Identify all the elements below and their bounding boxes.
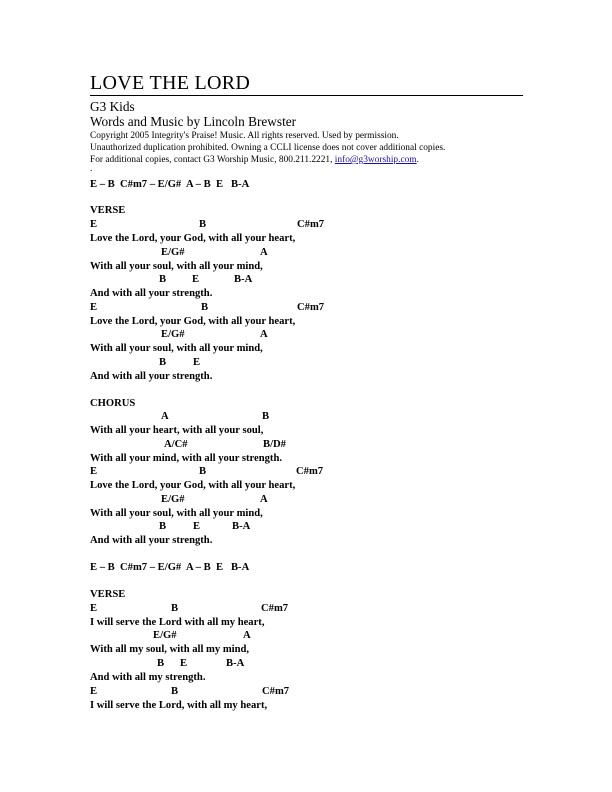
chord: B bbox=[159, 274, 167, 285]
lyric-line: With all your soul, with all your mind, bbox=[90, 508, 263, 519]
chord: E bbox=[90, 302, 98, 313]
chord: E bbox=[90, 466, 98, 477]
chord: B bbox=[262, 411, 270, 422]
stray-dot: . bbox=[90, 164, 93, 174]
chord: C#m7 bbox=[297, 219, 325, 230]
chord: C#m7 bbox=[261, 603, 289, 614]
lyric-line: I will serve the Lord with all my heart, bbox=[90, 617, 265, 628]
verse-1-label: VERSE bbox=[90, 205, 126, 216]
title-rule bbox=[90, 95, 523, 96]
chord: B bbox=[159, 357, 167, 368]
chord: A bbox=[161, 411, 169, 422]
artist-name: G3 Kids bbox=[90, 99, 135, 114]
chord: E bbox=[90, 219, 98, 230]
lyric-line: And with all your strength. bbox=[90, 288, 213, 299]
chord: E/G# bbox=[161, 329, 185, 340]
chord: E bbox=[90, 603, 98, 614]
contact-suffix: . bbox=[416, 155, 419, 165]
chord: B bbox=[157, 658, 165, 669]
chord: E bbox=[193, 521, 201, 532]
chord: A bbox=[243, 630, 251, 641]
song-title: LOVE THE LORD bbox=[90, 72, 251, 94]
verse-2-label: VERSE bbox=[90, 589, 126, 600]
copyright-line-2: Unauthorized duplication prohibited. Owning a CCLI license does not cover additional copies. bbox=[90, 143, 446, 153]
lyric-line: With all my soul, with all my mind, bbox=[90, 644, 250, 655]
lyric-line: With all your heart, with all your soul, bbox=[90, 425, 264, 436]
lyric-line: And with all your strength. bbox=[90, 371, 213, 382]
email-link[interactable]: info@g3worship.com bbox=[334, 155, 417, 165]
copyright-line-1: Copyright 2005 Integrity's Praise! Music. All rights reserved. Used by permission. bbox=[90, 131, 399, 141]
chord: C#m7 bbox=[296, 466, 324, 477]
chord: E bbox=[90, 686, 98, 697]
chord: B/D# bbox=[263, 439, 286, 450]
lyric-line: Love the Lord, your God, with all your heart, bbox=[90, 233, 296, 244]
contact-prefix: For additional copies, contact G3 Worship Music, 800.211.2221, bbox=[90, 155, 335, 165]
lyric-line: And with all my strength. bbox=[90, 672, 206, 683]
chord: B bbox=[199, 219, 207, 230]
chord: A bbox=[260, 494, 268, 505]
interlude-progression: E – B C#m7 – E/G# A – B E B-A bbox=[90, 562, 250, 573]
chord: B-A bbox=[232, 521, 251, 532]
chord: B-A bbox=[234, 274, 253, 285]
lyric-line: And with all your strength. bbox=[90, 535, 213, 546]
chord: C#m7 bbox=[262, 686, 290, 697]
chord: E/G# bbox=[161, 494, 185, 505]
intro-progression: E – B C#m7 – E/G# A – B E B-A bbox=[90, 179, 250, 190]
chord: E/G# bbox=[153, 630, 177, 641]
lyric-line: With all your soul, with all your mind, bbox=[90, 261, 263, 272]
chord: B bbox=[159, 521, 167, 532]
chord: A bbox=[260, 329, 268, 340]
chord: E bbox=[192, 274, 200, 285]
chord: E bbox=[193, 357, 201, 368]
lyric-line: Love the Lord, your God, with all your heart, bbox=[90, 480, 296, 491]
lyric-line: With all your mind, with all your strength. bbox=[90, 453, 282, 464]
chord: B bbox=[199, 466, 207, 477]
contact-line bbox=[90, 155, 419, 165]
lyric-line: Love the Lord, your God, with all your heart, bbox=[90, 316, 296, 327]
chord: B-A bbox=[226, 658, 245, 669]
chord: A/C# bbox=[164, 439, 188, 450]
chord: A bbox=[260, 247, 268, 258]
lyric-line: With all your soul, with all your mind, bbox=[90, 343, 263, 354]
chord: E bbox=[180, 658, 188, 669]
chord: C#m7 bbox=[297, 302, 325, 313]
lyric-line: I will serve the Lord, with all my heart, bbox=[90, 700, 268, 711]
credits-line: Words and Music by Lincoln Brewster bbox=[90, 114, 297, 129]
chord: B bbox=[201, 302, 209, 313]
chord: E/G# bbox=[161, 247, 185, 258]
chorus-label: CHORUS bbox=[90, 398, 136, 409]
chord: B bbox=[171, 686, 179, 697]
chord: B bbox=[171, 603, 179, 614]
